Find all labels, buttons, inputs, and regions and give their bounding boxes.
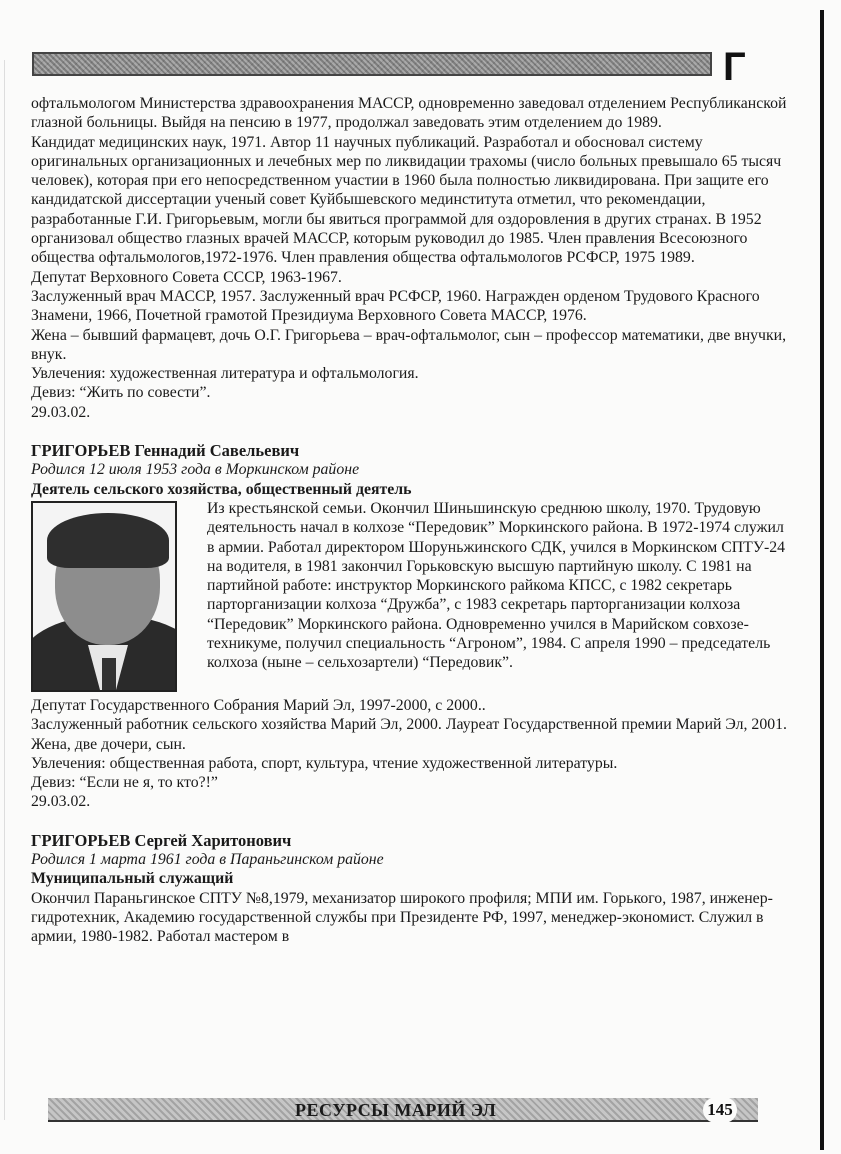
paragraph: Депутат Верховного Совета СССР, 1963-1967. — [31, 268, 342, 286]
continued-entry — [31, 94, 791, 422]
paragraph: Девиз: “Жить по совести”. — [31, 384, 211, 402]
bio-with-photo — [31, 499, 791, 696]
spacer — [31, 812, 791, 831]
paragraph: Заслуженный работник сельского хозяйства Марий Эл, 2000. Лауреат Государственной премии Марий Эл, 2001. — [31, 716, 787, 734]
paragraph: Депутат Государственного Собрания Марий Эл, 1997-2000, с 2000.. — [31, 696, 486, 714]
paragraph: Увлечения: художественная литература и офтальмология. — [31, 365, 419, 383]
paragraph: Увлечения: общественная работа, спорт, культура, чтение художественной литературы. — [31, 754, 618, 772]
footer-title: РЕСУРСЫ МАРИЙ ЭЛ — [295, 1100, 497, 1120]
entry-date: 29.03.02. — [31, 793, 91, 811]
page-right-border — [820, 10, 824, 1150]
paragraph: Жена – бывший фармацевт, дочь О.Г. Григорьева – врач-офтальмолог, сын – профессор математики, две внучки, внук. — [31, 326, 787, 363]
section-letter: Г — [723, 45, 746, 89]
paragraph: Девиз: “Если не я, то кто?!” — [31, 774, 218, 792]
entry-grigoriev-sergey — [31, 831, 791, 947]
page-edge-shadow — [4, 60, 5, 1120]
entry-birth: Родился 1 марта 1961 года в Параньгинском районе — [31, 851, 384, 869]
entry-birth: Родился 12 июля 1953 года в Моркинском районе — [31, 461, 360, 479]
header-decorative-band — [32, 52, 712, 76]
page-content — [31, 94, 791, 947]
bio-text: Из крестьянской семьи. Окончил Шиньшинскую среднюю школу, 1970. Трудовую деятельность начал в колхозе “Передовик” Моркинского района. В 1972-1974 служил в армии. Работал директором Шоруньжинского СДК, учился в Моркинском СПТУ-24 на водителя, в 1981 закончил Горьковскую высшую партийную школу. С 1981 на партийной работе: инструктор Моркинского райкома КПСС, с 1982 секретарь парторганизации колхоза “Дружба”, с 1983 секретарь парторганизации колхоза “Передовик” Моркинского района. Одновременно учился в Марийском совхозе-техникуме, получил специальность “Агроном”, 1984. С апреля 1990 – председатель колхоза (ныне – сельхозартели) “Передовик”. — [207, 499, 786, 672]
paragraph: Заслуженный врач МАССР, 1957. Заслуженный врач РСФСР, 1960. Награжден орденом Трудового Красного Знамени, 1966, Почетной грамотой Президиума Верховного Совета МАССР, 1976. — [31, 287, 760, 325]
paragraph: Жена, две дочери, сын. — [31, 735, 186, 753]
photo-tie — [102, 658, 116, 690]
entry-name: ГРИГОРЬЕВ Геннадий Савельевич — [31, 441, 300, 461]
photo-hair — [47, 513, 169, 568]
paragraph: офтальмологом Министерства здравоохранения МАССР, одновременно заведовал отделением Республиканской глазной больницы. Выйдя на пенсию в 1977, продолжал заведовать этим отделением до 1989. — [31, 95, 787, 132]
paragraph: Кандидат медицинских наук, 1971. Автор 11 научных публикаций. Разработал и обосновал систему оригинальных организационных и лечебных мер по ликвидации трахомы (число больных превышало 65 тысяч человек), которая при его непосредственном участии в 1960 была полностью ликвидирована. При защите его кандидатской диссертации ученый совет Куйбышевского мединститута отметил, что рекомендации, разработанные Г.И. Григорьевым, могли бы явиться программой для оздоровления в других странах. В 1952 организовал общество глазных врачей МАССР, которым руководил до 1985. Член правления Всесоюзного общества офтальмологов,1972-1976. Член правления общества офтальмологов РСФСР, 1975 1989. — [31, 133, 782, 267]
spacer — [31, 422, 791, 441]
entry-role: Деятель сельского хозяйства, общественный деятель — [31, 480, 412, 498]
entry-grigoriev-gennadiy — [31, 441, 791, 812]
entry-role: Муниципальный служащий — [31, 870, 234, 888]
entry-name: ГРИГОРЬЕВ Сергей Харитонович — [31, 830, 292, 850]
entry-date: 29.03.02. — [31, 403, 91, 421]
page-number: 145 — [703, 1097, 737, 1123]
portrait-photo — [31, 501, 177, 692]
paragraph: Окончил Параньгинское СПТУ №8,1979, механизатор широкого профиля; МПИ им. Горького, 1987, инженер-гидротехник, Академию государственной службы при Президенте РФ, 1997, менеджер-экономист. Служил в армии, 1980-1982. Работал мастером в — [31, 889, 773, 946]
